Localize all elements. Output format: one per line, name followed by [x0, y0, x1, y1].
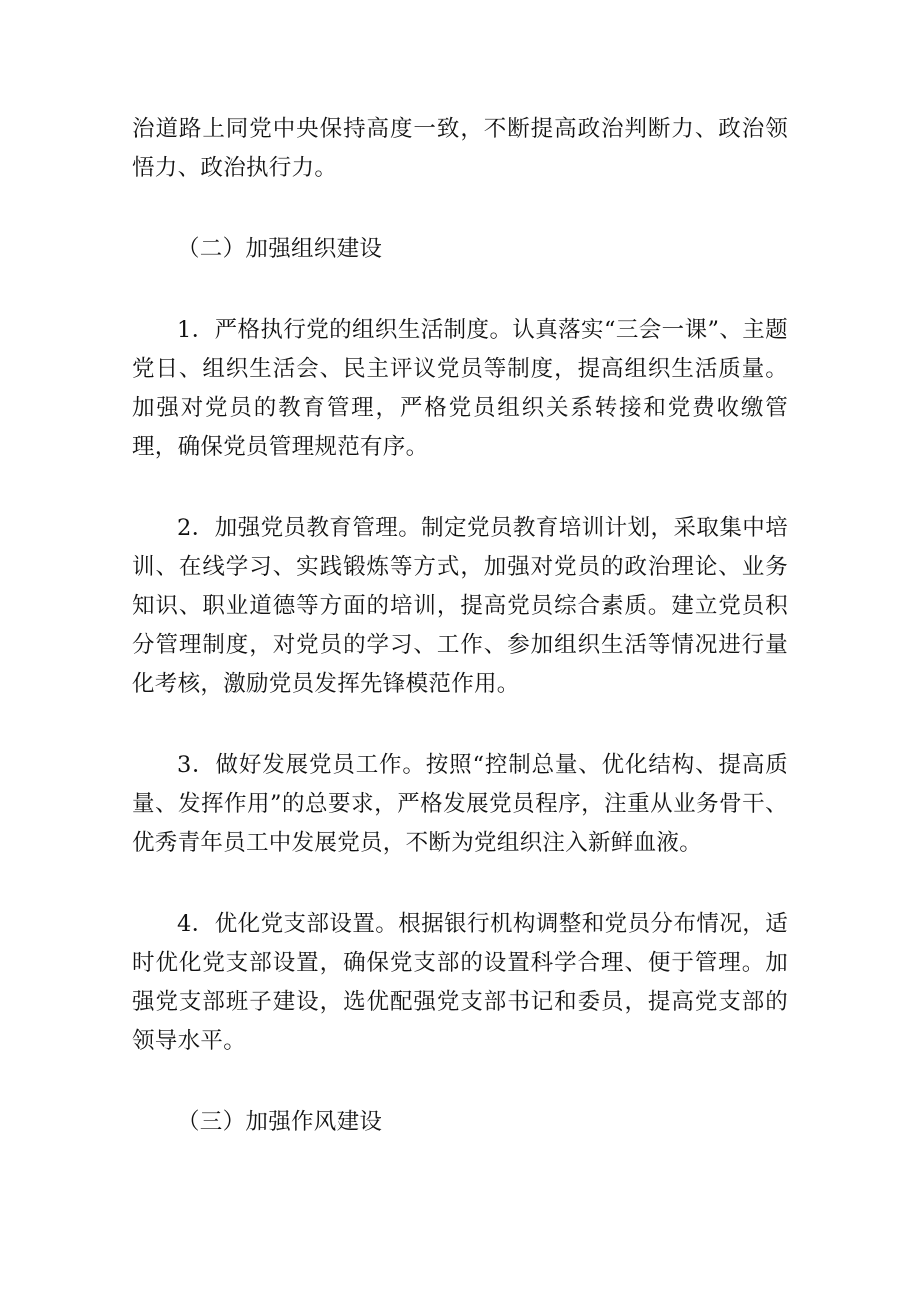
paragraph-item-2: 2．加强党员教育管理。制定党员教育培训计划，采取集中培训、在线学习、实践锻炼等方式，加强对党员的政治理论、业务知识、职业道德等方面的培训，提高党员综合素质。建立党员积分管理制度，对党员的学习、工作、参加组织生活等情况进行量化考核，激励党员发挥先锋模范作用。: [132, 515, 788, 697]
section-heading-organization: （二）加强组织建设: [177, 236, 383, 262]
paragraph-continuation: 治道路上同党中央保持高度一致，不断提高政治判断力、政治领悟力、政治执行力。: [132, 116, 788, 181]
paragraph-item-4: 4．优化党支部设置。根据银行机构调整和党员分布情况，适时优化党支部设置，确保党支部的设置科学合理、便于管理。加强党支部班子建设，选优配强党支部书记和委员，提高党支部的领导水平。: [132, 911, 788, 1054]
paragraph-item-1: 1．严格执行党的组织生活制度。认真落实“三会一课”、主题党日、组织生活会、民主评议党员等制度，提高组织生活质量。加强对党员的教育管理，严格党员组织关系转接和党费收缴管理，确保党员管理规范有序。: [132, 317, 788, 460]
section-heading-style: （三）加强作风建设: [177, 1109, 383, 1135]
paragraph-item-3: 3．做好发展党员工作。按照“控制总量、优化结构、提高质量、发挥作用”的总要求，严格发展党员程序，注重从业务骨干、优秀青年员工中发展党员，不断为党组织注入新鲜血液。: [132, 752, 788, 856]
